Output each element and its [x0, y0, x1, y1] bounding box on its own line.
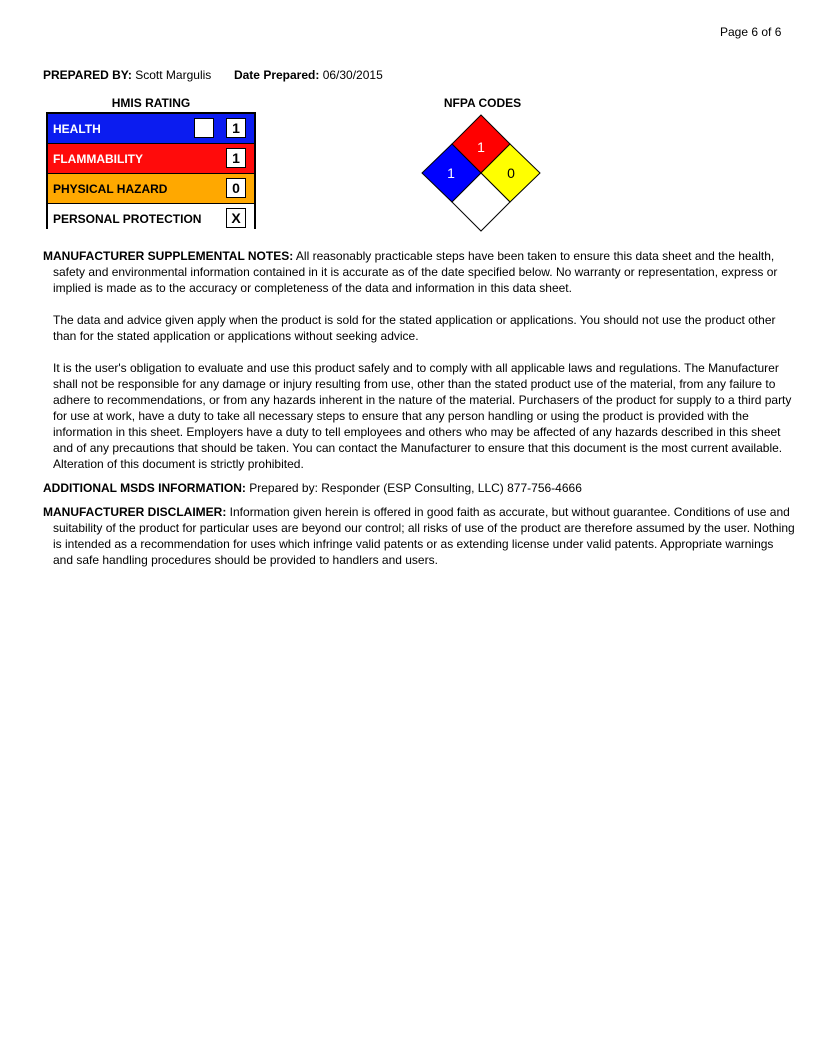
hmis-title: HMIS RATING [111, 96, 191, 110]
nfpa-title: NFPA CODES [443, 96, 522, 110]
hmis-label-physical-hazard: PHYSICAL HAZARD [53, 182, 168, 196]
hmis-row-flammability [48, 143, 254, 173]
hmis-chronic-box [194, 118, 214, 138]
notes-section [43, 248, 795, 568]
hmis-row-health [48, 114, 254, 143]
additional-msds-text: Prepared by: Responder (ESP Consulting, LLC) 877-756-4666 [249, 481, 582, 495]
hmis-rating-table [46, 112, 256, 229]
disclaimer-text: Information given herein is offered in good faith as accurate, but without guarantee. Conditions of use and suitability of the product for particular uses are beyond our control; all risks of use of the product are therefore assumed by the user. Nothing is intended as a recommendation for uses which infringe valid patents or as extending license under valid patents. Appropriate warnings and safe handling procedures should be provided to handlers and users. [53, 505, 795, 567]
hmis-value-flammability: 1 [226, 148, 246, 168]
hmis-label-personal-protection: PERSONAL PROTECTION [53, 212, 202, 226]
nfpa-health-value: 1 [447, 165, 455, 181]
hmis-row-personal-protection [48, 203, 254, 233]
additional-msds-paragraph [43, 480, 795, 496]
hmis-value-health: 1 [226, 118, 246, 138]
hmis-row-physical-hazard [48, 173, 254, 203]
hmis-label-health: HEALTH [53, 122, 101, 136]
date-prepared-label: Date Prepared: [233, 68, 320, 82]
date-prepared-value: 06/30/2015 [322, 68, 383, 82]
supplemental-notes-paragraph [43, 248, 795, 296]
additional-msds-heading: ADDITIONAL MSDS INFORMATION: [43, 481, 246, 495]
nfpa-reactivity-value: 0 [507, 165, 515, 181]
hmis-value-physical-hazard: 0 [226, 178, 246, 198]
nfpa-diamond [418, 114, 544, 236]
page-number: Page 6 of 6 [720, 25, 782, 39]
nfpa-flammability-value: 1 [477, 139, 485, 155]
disclaimer-heading: MANUFACTURER DISCLAIMER: [43, 505, 227, 519]
prepared-by-value: Scott Margulis [135, 68, 212, 82]
prepared-line [43, 68, 383, 82]
supplemental-notes-text-2: The data and advice given apply when the product is sold for the stated application or applications. You should not use the product other than for the stated application or applications without seeking advice. [53, 313, 776, 343]
prepared-by-label: PREPARED BY: [43, 68, 132, 82]
supplemental-notes-text-1: All reasonably practicable steps have been taken to ensure this data sheet and the health, safety and environmental information contained in it is accurate as of the date specified below. No warranty or representation, express or implied is made as to the accuracy or completeness of the data and information in this data sheet. [53, 249, 778, 295]
hmis-value-personal-protection: X [226, 208, 246, 228]
supplemental-notes-heading: MANUFACTURER SUPPLEMENTAL NOTES: [43, 249, 294, 263]
hmis-label-flammability: FLAMMABILITY [53, 152, 143, 166]
disclaimer-paragraph [43, 504, 795, 568]
supplemental-notes-text-3: It is the user's obligation to evaluate and use this product safely and to comply with all applicable laws and regulations. The Manufacturer shall not be responsible for any damage or injury resulting from use, other than the stated product use of the material, from any failure to adhere to recommendations, or from any hazards inherent in the nature of the material. Purchasers of the product for supply to a third party for use at work, have a duty to take all necessary steps to ensure that any person handling or using the product is provided with the information in this sheet. Employers have a duty to tell employees and others who may be affected of any hazards described in this sheet and of any precautions that should be taken. You can contact the Manufacturer to ensure that this document is the most current available. Alteration of this document is strictly prohibited. [53, 361, 792, 471]
